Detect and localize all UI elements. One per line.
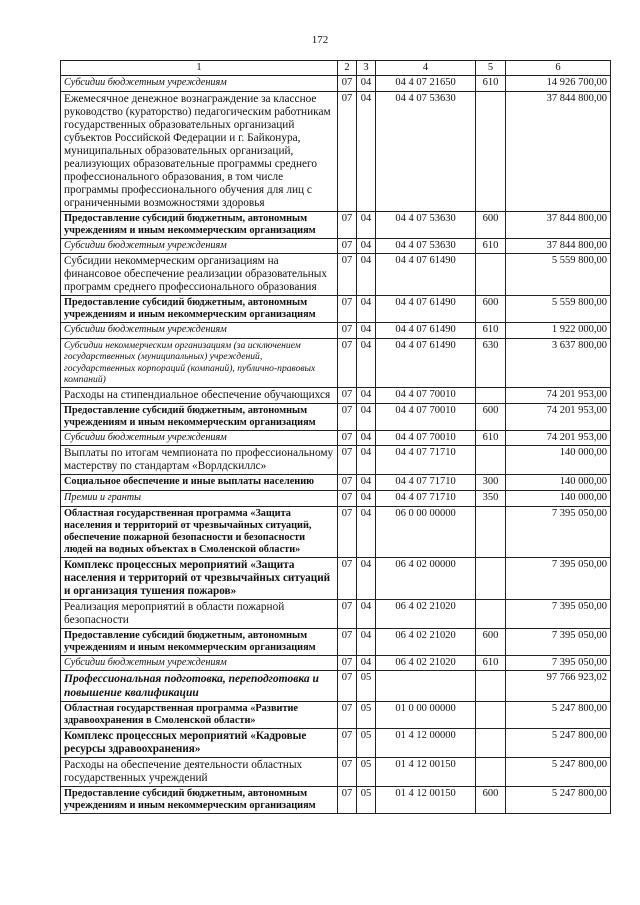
cell-name: Предоставление субсидий бюджетным, автономным учреждениям и иным некоммерческим организациям <box>61 211 338 238</box>
cell-subsection: 05 <box>357 787 376 814</box>
cell-name: Расходы на обеспечение деятельности областных государственных учреждений <box>61 758 338 787</box>
cell-name: Предоставление субсидий бюджетным, автономным учреждениям и иным некоммерческим организациям <box>61 403 338 430</box>
table-row <box>61 628 611 655</box>
cell-amount: 140 000,00 <box>506 446 611 475</box>
cell-target-code: 01 4 12 00150 <box>376 758 476 787</box>
cell-section: 07 <box>338 729 357 758</box>
cell-section: 07 <box>338 506 357 557</box>
cell-amount: 5 559 800,00 <box>506 296 611 323</box>
cell-section: 07 <box>338 758 357 787</box>
cell-expense-type <box>476 506 506 557</box>
cell-amount: 14 926 700,00 <box>506 76 611 92</box>
cell-subsection: 04 <box>357 338 376 387</box>
budget-table <box>60 60 611 814</box>
table-row <box>61 655 611 671</box>
table-row <box>61 254 611 296</box>
table-row <box>61 430 611 446</box>
cell-target-code: 06 4 02 21020 <box>376 628 476 655</box>
cell-expense-type: 350 <box>476 490 506 506</box>
cell-target-code: 01 0 00 00000 <box>376 702 476 729</box>
cell-section: 07 <box>338 475 357 491</box>
cell-subsection: 05 <box>357 671 376 702</box>
cell-subsection: 04 <box>357 76 376 92</box>
cell-section: 07 <box>338 296 357 323</box>
cell-subsection: 04 <box>357 91 376 211</box>
cell-name: Субсидии бюджетным учреждениям <box>61 655 338 671</box>
cell-amount: 1 922 000,00 <box>506 323 611 339</box>
cell-name: Субсидии бюджетным учреждениям <box>61 76 338 92</box>
cell-name: Выплаты по итогам чемпионата по профессиональному мастерству по стандартам «Ворлдскиллс» <box>61 446 338 475</box>
cell-subsection: 04 <box>357 296 376 323</box>
cell-target-code: 04 4 07 61490 <box>376 323 476 339</box>
cell-expense-type: 630 <box>476 338 506 387</box>
cell-subsection: 04 <box>357 211 376 238</box>
cell-subsection: 04 <box>357 506 376 557</box>
cell-section: 07 <box>338 387 357 403</box>
cell-name: Субсидии бюджетным учреждениям <box>61 238 338 254</box>
cell-section: 07 <box>338 91 357 211</box>
cell-section: 07 <box>338 671 357 702</box>
cell-amount: 7 395 050,00 <box>506 655 611 671</box>
cell-name: Комплекс процессных мероприятий «Кадровые ресурсы здравоохранения» <box>61 729 338 758</box>
cell-amount: 7 395 050,00 <box>506 628 611 655</box>
table-row <box>61 238 611 254</box>
cell-name: Расходы на стипендиальное обеспечение обучающихся <box>61 387 338 403</box>
cell-name: Комплекс процессных мероприятий «Защита населения и территорий от чрезвычайных ситуаций и организация тушения пожаров» <box>61 557 338 599</box>
cell-target-code: 04 4 07 53630 <box>376 91 476 211</box>
cell-target-code: 06 4 02 21020 <box>376 655 476 671</box>
cell-name: Реализация мероприятий в области пожарной безопасности <box>61 599 338 628</box>
cell-section: 07 <box>338 430 357 446</box>
cell-subsection: 05 <box>357 758 376 787</box>
cell-expense-type <box>476 387 506 403</box>
cell-section: 07 <box>338 211 357 238</box>
cell-section: 07 <box>338 490 357 506</box>
cell-target-code: 01 4 12 00000 <box>376 729 476 758</box>
table-row <box>61 338 611 387</box>
cell-target-code: 04 4 07 70010 <box>376 403 476 430</box>
cell-section: 07 <box>338 238 357 254</box>
cell-subsection: 04 <box>357 430 376 446</box>
cell-expense-type <box>476 446 506 475</box>
cell-subsection: 05 <box>357 702 376 729</box>
cell-name: Субсидии бюджетным учреждениям <box>61 430 338 446</box>
cell-expense-type: 610 <box>476 323 506 339</box>
cell-expense-type <box>476 702 506 729</box>
cell-section: 07 <box>338 76 357 92</box>
cell-expense-type: 600 <box>476 787 506 814</box>
table-row <box>61 475 611 491</box>
cell-subsection: 04 <box>357 323 376 339</box>
cell-amount: 5 559 800,00 <box>506 254 611 296</box>
table-row <box>61 323 611 339</box>
cell-expense-type: 610 <box>476 76 506 92</box>
cell-target-code: 04 4 07 61490 <box>376 254 476 296</box>
cell-section: 07 <box>338 599 357 628</box>
cell-section: 07 <box>338 702 357 729</box>
cell-name: Областная государственная программа «Защита населения и территорий от чрезвычайных ситуаций, обеспечение пожарной безопасности и безопасности людей на водных объектах в Смоленской области» <box>61 506 338 557</box>
header-subsection: 3 <box>357 61 376 76</box>
cell-amount: 140 000,00 <box>506 475 611 491</box>
cell-name: Профессиональная подготовка, переподготовка и повышение квалификации <box>61 671 338 702</box>
cell-section: 07 <box>338 254 357 296</box>
cell-expense-type <box>476 599 506 628</box>
cell-expense-type <box>476 557 506 599</box>
table-row <box>61 557 611 599</box>
cell-subsection: 04 <box>357 254 376 296</box>
cell-subsection: 04 <box>357 238 376 254</box>
cell-amount: 7 395 050,00 <box>506 506 611 557</box>
cell-expense-type <box>476 91 506 211</box>
cell-name: Субсидии бюджетным учреждениям <box>61 323 338 339</box>
table-row <box>61 671 611 702</box>
header-name: 1 <box>61 61 338 76</box>
cell-subsection: 04 <box>357 403 376 430</box>
cell-amount: 74 201 953,00 <box>506 403 611 430</box>
cell-section: 07 <box>338 628 357 655</box>
cell-subsection: 04 <box>357 599 376 628</box>
table-row <box>61 91 611 211</box>
cell-section: 07 <box>338 787 357 814</box>
cell-target-code: 06 4 02 00000 <box>376 557 476 599</box>
cell-expense-type: 610 <box>476 430 506 446</box>
cell-amount: 97 766 923,02 <box>506 671 611 702</box>
table-row <box>61 702 611 729</box>
cell-target-code: 04 4 07 21650 <box>376 76 476 92</box>
cell-subsection: 04 <box>357 475 376 491</box>
cell-amount: 140 000,00 <box>506 490 611 506</box>
table-row <box>61 446 611 475</box>
header-target: 4 <box>376 61 476 76</box>
cell-expense-type: 610 <box>476 655 506 671</box>
cell-amount: 37 844 800,00 <box>506 211 611 238</box>
cell-amount: 7 395 050,00 <box>506 599 611 628</box>
cell-subsection: 04 <box>357 490 376 506</box>
cell-name: Субсидии некоммерческим организациям (за исключением государственных (муниципальных) учреждений, государственных корпораций (компаний), публично-правовых компаний) <box>61 338 338 387</box>
table-row <box>61 387 611 403</box>
cell-amount: 7 395 050,00 <box>506 557 611 599</box>
table-row <box>61 787 611 814</box>
cell-target-code: 04 4 07 70010 <box>376 430 476 446</box>
table-row <box>61 490 611 506</box>
cell-section: 07 <box>338 446 357 475</box>
header-row <box>61 61 611 76</box>
cell-expense-type <box>476 671 506 702</box>
cell-expense-type <box>476 729 506 758</box>
table-row <box>61 758 611 787</box>
table-row <box>61 599 611 628</box>
cell-amount: 37 844 800,00 <box>506 91 611 211</box>
cell-target-code: 04 4 07 53630 <box>376 238 476 254</box>
cell-amount: 5 247 800,00 <box>506 729 611 758</box>
cell-section: 07 <box>338 323 357 339</box>
cell-name: Субсидии некоммерческим организациям на финансовое обеспечение реализации образовательных программ среднего профессионального образования <box>61 254 338 296</box>
cell-section: 07 <box>338 338 357 387</box>
cell-name: Областная государственная программа «Развитие здравоохранения в Смоленской области» <box>61 702 338 729</box>
cell-expense-type <box>476 758 506 787</box>
table-body <box>61 76 611 814</box>
table-row <box>61 211 611 238</box>
header-expense-type: 5 <box>476 61 506 76</box>
table-row <box>61 403 611 430</box>
header-section: 2 <box>338 61 357 76</box>
cell-amount: 5 247 800,00 <box>506 787 611 814</box>
cell-amount: 5 247 800,00 <box>506 702 611 729</box>
cell-name: Предоставление субсидий бюджетным, автономным учреждениям и иным некоммерческим организациям <box>61 787 338 814</box>
cell-name: Социальное обеспечение и иные выплаты населению <box>61 475 338 491</box>
cell-subsection: 04 <box>357 655 376 671</box>
cell-target-code: 04 4 07 53630 <box>376 211 476 238</box>
cell-expense-type: 600 <box>476 403 506 430</box>
cell-amount: 37 844 800,00 <box>506 238 611 254</box>
cell-target-code <box>376 671 476 702</box>
table-row <box>61 76 611 92</box>
cell-target-code: 04 4 07 61490 <box>376 338 476 387</box>
cell-subsection: 04 <box>357 628 376 655</box>
cell-expense-type: 600 <box>476 296 506 323</box>
cell-name: Премии и гранты <box>61 490 338 506</box>
cell-target-code: 04 4 07 71710 <box>376 475 476 491</box>
cell-section: 07 <box>338 403 357 430</box>
cell-expense-type: 600 <box>476 211 506 238</box>
cell-name: Предоставление субсидий бюджетным, автономным учреждениям и иным некоммерческим организациям <box>61 628 338 655</box>
cell-subsection: 04 <box>357 557 376 599</box>
cell-target-code: 04 4 07 61490 <box>376 296 476 323</box>
cell-target-code: 06 4 02 21020 <box>376 599 476 628</box>
cell-subsection: 04 <box>357 387 376 403</box>
cell-target-code: 01 4 12 00150 <box>376 787 476 814</box>
cell-amount: 74 201 953,00 <box>506 387 611 403</box>
cell-subsection: 04 <box>357 446 376 475</box>
cell-expense-type: 610 <box>476 238 506 254</box>
cell-section: 07 <box>338 557 357 599</box>
cell-amount: 74 201 953,00 <box>506 430 611 446</box>
cell-target-code: 04 4 07 70010 <box>376 387 476 403</box>
cell-target-code: 06 0 00 00000 <box>376 506 476 557</box>
cell-name: Ежемесячное денежное вознаграждение за классное руководство (кураторство) педагогическим работникам государственных образовательных организаций субъектов Российской Федерации и г. Байконура, муниципальных образовательных организаций, реализующих образовательные программы среднего профессионального образования, в том числе программы профессионального обучения для лиц с ограниченными возможностями здоровья <box>61 91 338 211</box>
cell-section: 07 <box>338 655 357 671</box>
cell-target-code: 04 4 07 71710 <box>376 446 476 475</box>
cell-amount: 3 637 800,00 <box>506 338 611 387</box>
header-amount: 6 <box>506 61 611 76</box>
cell-subsection: 05 <box>357 729 376 758</box>
cell-target-code: 04 4 07 71710 <box>376 490 476 506</box>
cell-expense-type: 300 <box>476 475 506 491</box>
page-number: 172 <box>311 34 329 46</box>
table-row <box>61 506 611 557</box>
cell-name: Предоставление субсидий бюджетным, автономным учреждениям и иным некоммерческим организациям <box>61 296 338 323</box>
cell-expense-type <box>476 254 506 296</box>
table-row <box>61 729 611 758</box>
table-row <box>61 296 611 323</box>
cell-expense-type: 600 <box>476 628 506 655</box>
cell-amount: 5 247 800,00 <box>506 758 611 787</box>
